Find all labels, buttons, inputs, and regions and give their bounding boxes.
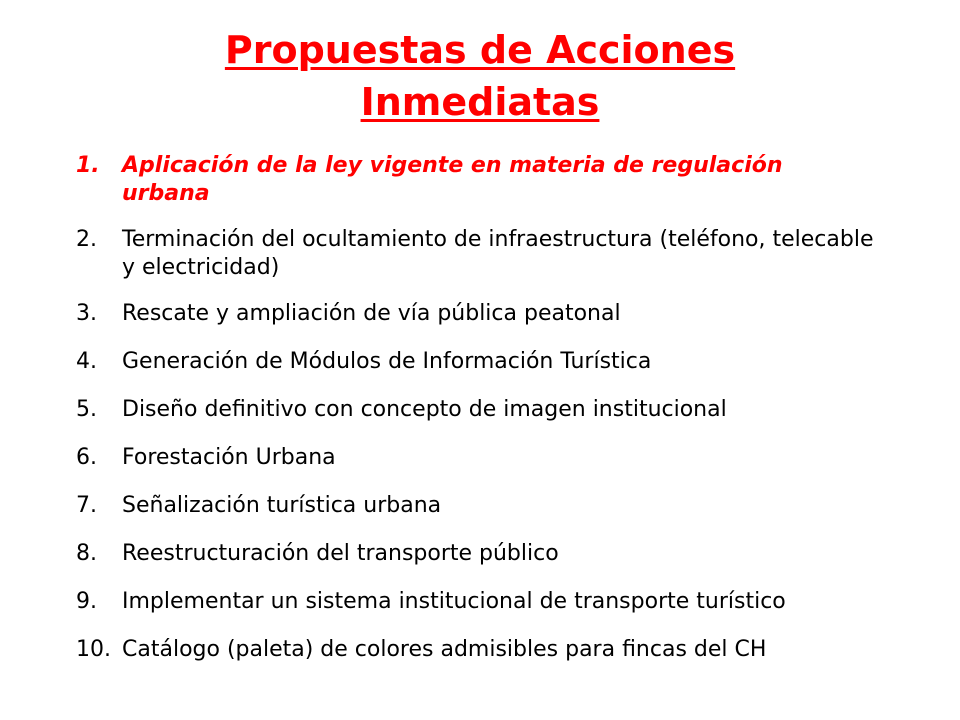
list-item-10 bbox=[76, 636, 876, 664]
list-item-number: 8. bbox=[76, 541, 97, 566]
list-item-text: Reestructuración del transporte público bbox=[122, 541, 559, 566]
slide-title-line-2: Inmediatas bbox=[360, 80, 600, 124]
list-item-text: Diseño definitivo con concepto de imagen institucional bbox=[122, 397, 727, 422]
list-item-text: Rescate y ampliación de vía pública peatonal bbox=[122, 301, 621, 326]
list-item-number: 2. bbox=[76, 227, 97, 252]
list-item-6 bbox=[76, 444, 876, 472]
list-item-number: 9. bbox=[76, 589, 97, 614]
list-item-7 bbox=[76, 492, 876, 520]
list-item-text: Señalización turística urbana bbox=[122, 493, 442, 518]
list-item-number: 7. bbox=[76, 493, 97, 518]
slide-title bbox=[0, 24, 960, 128]
slide-title-line-1: Propuestas de Acciones bbox=[224, 28, 736, 72]
list-item-text: Terminación del ocultamiento de infraestructura (teléfono, telecable y electricidad) bbox=[122, 227, 874, 280]
list-item-text: Catálogo (paleta) de colores admisibles para fincas del CH bbox=[122, 637, 767, 662]
list-item-2 bbox=[76, 226, 876, 282]
list-item-1 bbox=[76, 152, 876, 208]
list-item-text: Implementar un sistema institucional de transporte turístico bbox=[122, 589, 786, 614]
list-item-text: Generación de Módulos de Información Turística bbox=[122, 349, 652, 374]
list-item-number: 4. bbox=[76, 349, 97, 374]
action-list bbox=[76, 152, 876, 684]
list-item-3 bbox=[76, 300, 876, 328]
list-item-4 bbox=[76, 348, 876, 376]
list-item-number: 1. bbox=[76, 153, 100, 178]
list-item-text: Aplicación de la ley vigente en materia de regulación urbana bbox=[122, 153, 783, 206]
list-item-number: 6. bbox=[76, 445, 97, 470]
list-item-5 bbox=[76, 396, 876, 424]
list-item-number: 5. bbox=[76, 397, 97, 422]
list-item-number: 3. bbox=[76, 301, 97, 326]
list-item-9 bbox=[76, 588, 876, 616]
list-item-text: Forestación Urbana bbox=[122, 445, 336, 470]
list-item-number: 10. bbox=[76, 637, 111, 662]
list-item-8 bbox=[76, 540, 876, 568]
